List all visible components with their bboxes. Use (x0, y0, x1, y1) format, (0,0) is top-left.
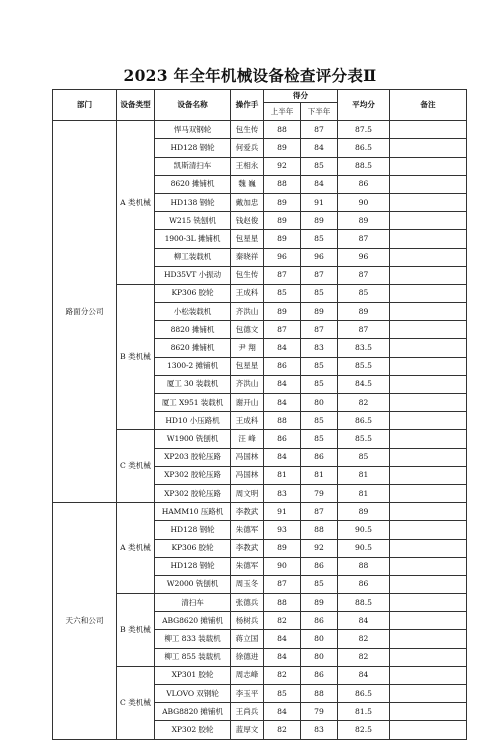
operator-cell: 包生传 (231, 121, 264, 139)
table-body (53, 90, 467, 740)
device-name-cell: 柳工装载机 (155, 248, 231, 266)
device-name-cell: 清扫车 (155, 594, 231, 612)
second-half-score-cell: 89 (301, 212, 338, 230)
note-header: 备注 (390, 90, 467, 121)
operator-cell: 蓝厚文 (231, 721, 264, 739)
average-score-cell: 86.5 (338, 412, 390, 430)
average-score-cell: 84.5 (338, 375, 390, 393)
second-half-score-cell: 89 (301, 594, 338, 612)
operator-cell: 周玉冬 (231, 575, 264, 593)
first-half-score-cell: 84 (264, 448, 301, 466)
average-score-cell: 85 (338, 448, 390, 466)
category-cell: A 类机械 (117, 121, 155, 285)
device-name-cell: ABG8820 摊铺机 (155, 703, 231, 721)
first-half-score-cell: 88 (264, 175, 301, 193)
device-name-cell: 凯斯清扫车 (155, 157, 231, 175)
note-cell (390, 303, 467, 321)
operator-cell: 周志峰 (231, 666, 264, 684)
operator-cell: 魏 巍 (231, 175, 264, 193)
operator-cell: 张德兵 (231, 594, 264, 612)
note-cell (390, 594, 467, 612)
device-name-cell: HD128 钢轮 (155, 521, 231, 539)
device-name-cell: XP301 胶轮 (155, 666, 231, 684)
note-cell (390, 521, 467, 539)
average-score-cell: 86.5 (338, 139, 390, 157)
second-half-score-cell: 89 (301, 303, 338, 321)
note-cell (390, 648, 467, 666)
operator-cell: 谢开山 (231, 394, 264, 412)
device-name-cell: 柳工 855 装载机 (155, 648, 231, 666)
first-half-score-cell: 86 (264, 357, 301, 375)
second-half-score-cell: 83 (301, 721, 338, 739)
average-score-cell: 83.5 (338, 339, 390, 357)
first-half-score-cell: 84 (264, 394, 301, 412)
first-half-score-cell: 84 (264, 375, 301, 393)
note-cell (390, 448, 467, 466)
score-header: 得分 (264, 90, 338, 103)
average-score-cell: 86 (338, 175, 390, 193)
first-half-score-cell: 84 (264, 703, 301, 721)
second-half-score-cell: 85 (301, 375, 338, 393)
device-name-cell: XP302 胶轮 (155, 721, 231, 739)
operator-cell: 李教武 (231, 539, 264, 557)
category-cell: B 类机械 (117, 594, 155, 667)
device-name-cell: 悍马双钢轮 (155, 121, 231, 139)
first-half-score-cell: 83 (264, 484, 301, 502)
operator-cell: 徐德进 (231, 648, 264, 666)
device-name-cell: 8820 摊铺机 (155, 321, 231, 339)
average-score-cell: 81.5 (338, 703, 390, 721)
note-cell (390, 248, 467, 266)
note-cell (390, 503, 467, 521)
operator-cell: 汪 峰 (231, 430, 264, 448)
first-half-score-cell: 89 (264, 230, 301, 248)
average-score-cell: 88 (338, 557, 390, 575)
first-half-score-cell: 89 (264, 193, 301, 211)
first-half-score-cell: 87 (264, 321, 301, 339)
operator-header: 操作手 (231, 90, 264, 121)
second-half-score-cell: 87 (301, 121, 338, 139)
average-score-cell: 96 (338, 248, 390, 266)
second-half-score-cell: 84 (301, 139, 338, 157)
note-cell (390, 466, 467, 484)
second-half-score-cell: 85 (301, 284, 338, 302)
note-cell (390, 630, 467, 648)
second-half-score-cell: 85 (301, 357, 338, 375)
average-score-cell: 84 (338, 666, 390, 684)
operator-cell: 杨树兵 (231, 612, 264, 630)
operator-cell: 齐洪山 (231, 303, 264, 321)
second-half-score-cell: 83 (301, 339, 338, 357)
average-score-cell: 82.5 (338, 721, 390, 739)
second-half-score-cell: 87 (301, 321, 338, 339)
first-half-score-cell: 96 (264, 248, 301, 266)
average-score-cell: 82 (338, 648, 390, 666)
device-name-cell: 厦工 30 装载机 (155, 375, 231, 393)
operator-cell: 王成科 (231, 284, 264, 302)
operator-cell: 包星星 (231, 230, 264, 248)
device-name-cell: KP306 胶轮 (155, 284, 231, 302)
note-cell (390, 557, 467, 575)
note-cell (390, 157, 467, 175)
device-name-cell: 1900-3L 摊铺机 (155, 230, 231, 248)
operator-cell: 王相永 (231, 157, 264, 175)
operator-cell: 周文明 (231, 484, 264, 502)
device-name-cell: W215 铣刨机 (155, 212, 231, 230)
device-name-cell: 柳工 833 装载机 (155, 630, 231, 648)
device-name-cell: 8620 摊铺机 (155, 175, 231, 193)
average-score-cell: 88.5 (338, 594, 390, 612)
second-half-score-cell: 85 (301, 230, 338, 248)
table-row (53, 121, 467, 139)
first-half-score-cell: 90 (264, 557, 301, 575)
first-half-score-cell: 91 (264, 503, 301, 521)
average-score-cell: 90 (338, 193, 390, 211)
operator-cell: 王尚兵 (231, 703, 264, 721)
operator-cell: 尹 翔 (231, 339, 264, 357)
first-half-score-cell: 87 (264, 266, 301, 284)
second-half-score-cell: 80 (301, 630, 338, 648)
operator-cell: 朱德军 (231, 557, 264, 575)
first-half-score-cell: 84 (264, 648, 301, 666)
type-header: 设备类型 (117, 90, 155, 121)
average-score-cell: 87 (338, 230, 390, 248)
note-cell (390, 612, 467, 630)
first-half-score-cell: 85 (264, 685, 301, 703)
device-name-cell: HD35VT 小振动 (155, 266, 231, 284)
note-cell (390, 139, 467, 157)
second-half-score-cell: 84 (301, 175, 338, 193)
first-half-score-cell: 93 (264, 521, 301, 539)
note-cell (390, 430, 467, 448)
average-score-cell: 90.5 (338, 539, 390, 557)
second-half-score-cell: 81 (301, 466, 338, 484)
average-score-cell: 87 (338, 266, 390, 284)
device-name-cell: HD128 钢轮 (155, 557, 231, 575)
device-name-cell: W2000 铣刨机 (155, 575, 231, 593)
average-score-cell: 88.5 (338, 157, 390, 175)
second-half-header: 下半年 (301, 103, 338, 121)
first-half-score-cell: 89 (264, 212, 301, 230)
note-cell (390, 666, 467, 684)
average-score-cell: 86.5 (338, 685, 390, 703)
average-score-cell: 87 (338, 321, 390, 339)
second-half-score-cell: 80 (301, 648, 338, 666)
second-half-score-cell: 86 (301, 612, 338, 630)
first-half-score-cell: 88 (264, 121, 301, 139)
category-cell: A 类机械 (117, 503, 155, 594)
second-half-score-cell: 91 (301, 193, 338, 211)
second-half-score-cell: 87 (301, 503, 338, 521)
device-name-cell: HAMM10 压路机 (155, 503, 231, 521)
second-half-score-cell: 96 (301, 248, 338, 266)
operator-cell: 包星星 (231, 357, 264, 375)
note-cell (390, 685, 467, 703)
first-half-score-cell: 89 (264, 303, 301, 321)
second-half-score-cell: 79 (301, 703, 338, 721)
first-half-score-cell: 89 (264, 539, 301, 557)
first-half-score-cell: 81 (264, 466, 301, 484)
page-title: 2023 年全年机械设备检查评分表Ⅱ (123, 66, 377, 85)
device-name-cell: XP302 胶轮压路 (155, 466, 231, 484)
first-half-score-cell: 88 (264, 594, 301, 612)
category-cell: C 类机械 (117, 666, 155, 739)
device-name-cell: XP203 胶轮压路 (155, 448, 231, 466)
second-half-score-cell: 88 (301, 521, 338, 539)
note-cell (390, 412, 467, 430)
average-score-cell: 82 (338, 394, 390, 412)
header-row (53, 90, 467, 103)
second-half-score-cell: 88 (301, 685, 338, 703)
device-name-cell: 1300-2 摊铺机 (155, 357, 231, 375)
dept-header: 部门 (53, 90, 117, 121)
note-cell (390, 539, 467, 557)
name-header: 设备名称 (155, 90, 231, 121)
first-half-score-cell: 84 (264, 339, 301, 357)
second-half-score-cell: 86 (301, 557, 338, 575)
operator-cell: 戴加忠 (231, 193, 264, 211)
second-half-score-cell: 85 (301, 157, 338, 175)
second-half-score-cell: 80 (301, 394, 338, 412)
operator-cell: 包德文 (231, 321, 264, 339)
device-name-cell: XP302 胶轮压路 (155, 484, 231, 502)
first-half-score-cell: 82 (264, 612, 301, 630)
device-name-cell: W1900 铣刨机 (155, 430, 231, 448)
average-score-cell: 89 (338, 503, 390, 521)
second-half-score-cell: 92 (301, 539, 338, 557)
average-score-cell: 90.5 (338, 521, 390, 539)
note-cell (390, 721, 467, 739)
operator-cell: 秦晓祥 (231, 248, 264, 266)
first-half-score-cell: 82 (264, 666, 301, 684)
device-name-cell: ABG8620 摊铺机 (155, 612, 231, 630)
second-half-score-cell: 85 (301, 575, 338, 593)
second-half-score-cell: 86 (301, 666, 338, 684)
first-half-score-cell: 84 (264, 630, 301, 648)
operator-cell: 钱赵俊 (231, 212, 264, 230)
first-half-score-cell: 89 (264, 139, 301, 157)
note-cell (390, 575, 467, 593)
first-half-score-cell: 86 (264, 430, 301, 448)
note-cell (390, 284, 467, 302)
second-half-score-cell: 79 (301, 484, 338, 502)
second-half-score-cell: 86 (301, 448, 338, 466)
average-score-cell: 89 (338, 303, 390, 321)
device-name-cell: HD138 钢轮 (155, 193, 231, 211)
avg-header: 平均分 (338, 90, 390, 121)
device-name-cell: HD10 小压路机 (155, 412, 231, 430)
device-name-cell: VLOVO 双钢轮 (155, 685, 231, 703)
note-cell (390, 175, 467, 193)
device-name-cell: 8620 摊铺机 (155, 339, 231, 357)
department-cell: 路面分公司 (53, 121, 117, 503)
first-half-score-cell: 85 (264, 284, 301, 302)
operator-cell: 何爱兵 (231, 139, 264, 157)
operator-cell: 李玉平 (231, 685, 264, 703)
average-score-cell: 85.5 (338, 357, 390, 375)
operator-cell: 朱德军 (231, 521, 264, 539)
device-name-cell: HD128 钢轮 (155, 139, 231, 157)
note-cell (390, 321, 467, 339)
operator-cell: 蒋立国 (231, 630, 264, 648)
average-score-cell: 85.5 (338, 430, 390, 448)
operator-cell: 王成科 (231, 412, 264, 430)
average-score-cell: 85 (338, 284, 390, 302)
note-cell (390, 484, 467, 502)
note-cell (390, 266, 467, 284)
first-half-header: 上半年 (264, 103, 301, 121)
operator-cell: 冯国林 (231, 466, 264, 484)
category-cell: B 类机械 (117, 284, 155, 430)
department-cell: 天六和公司 (53, 503, 117, 739)
note-cell (390, 375, 467, 393)
average-score-cell: 86 (338, 575, 390, 593)
second-half-score-cell: 85 (301, 412, 338, 430)
category-cell: C 类机械 (117, 430, 155, 503)
first-half-score-cell: 92 (264, 157, 301, 175)
device-name-cell: 小松装载机 (155, 303, 231, 321)
note-cell (390, 121, 467, 139)
note-cell (390, 193, 467, 211)
operator-cell: 冯国林 (231, 448, 264, 466)
average-score-cell: 89 (338, 212, 390, 230)
note-cell (390, 394, 467, 412)
average-score-cell: 84 (338, 612, 390, 630)
device-name-cell: 厦工 X951 装载机 (155, 394, 231, 412)
note-cell (390, 339, 467, 357)
second-half-score-cell: 87 (301, 266, 338, 284)
note-cell (390, 703, 467, 721)
note-cell (390, 230, 467, 248)
operator-cell: 包生传 (231, 266, 264, 284)
average-score-cell: 81 (338, 466, 390, 484)
device-name-cell: KP306 胶轮 (155, 539, 231, 557)
score-table (52, 89, 467, 740)
second-half-score-cell: 85 (301, 430, 338, 448)
table-row (53, 503, 467, 521)
first-half-score-cell: 82 (264, 721, 301, 739)
first-half-score-cell: 87 (264, 575, 301, 593)
note-cell (390, 212, 467, 230)
note-cell (390, 357, 467, 375)
operator-cell: 齐洪山 (231, 375, 264, 393)
first-half-score-cell: 88 (264, 412, 301, 430)
operator-cell: 李教武 (231, 503, 264, 521)
average-score-cell: 82 (338, 630, 390, 648)
average-score-cell: 87.5 (338, 121, 390, 139)
average-score-cell: 81 (338, 484, 390, 502)
